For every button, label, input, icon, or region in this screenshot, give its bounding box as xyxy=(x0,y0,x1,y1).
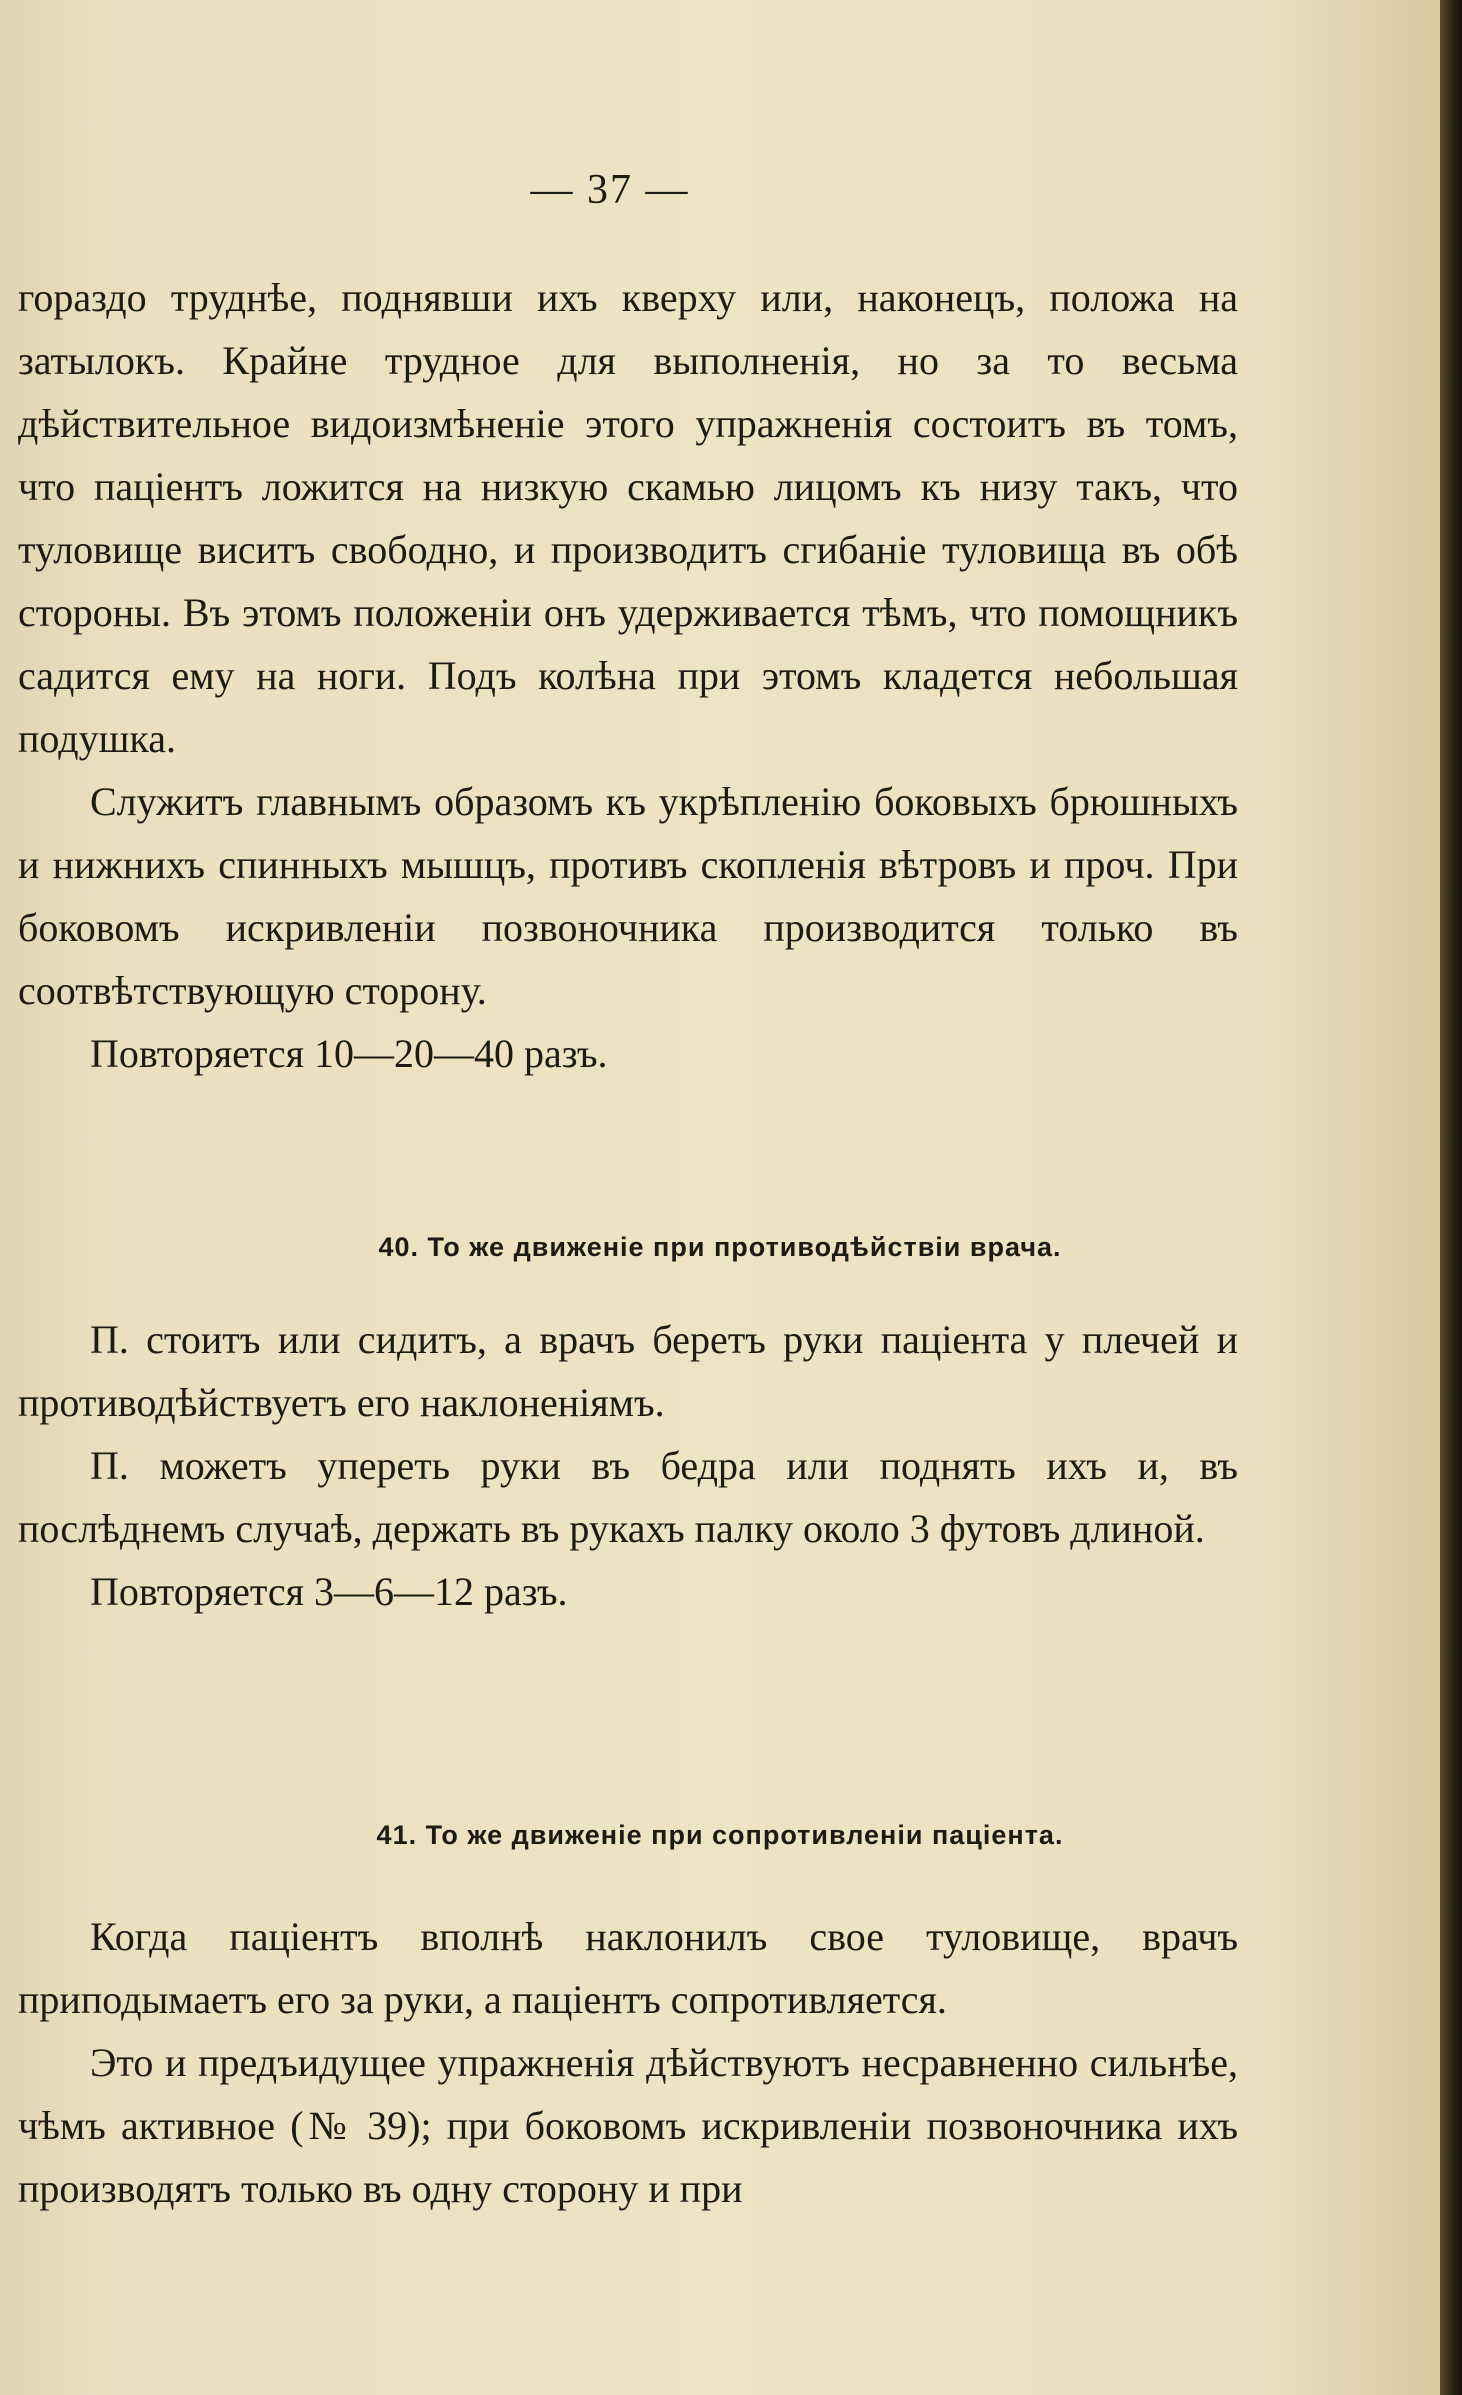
paragraph: П. стоитъ или сидитъ, а врачъ беретъ руки паціента у плечей и противодѣйствуетъ его наклоненіямъ. xyxy=(18,1317,1238,1425)
page-number: — 37 — xyxy=(530,167,690,213)
section-41-body xyxy=(18,1905,1238,2220)
paragraph: Это и предъидущее упражненія дѣйствуютъ несравненно сильнѣе, чѣмъ активное (№ 39); при боковомъ искривленіи позвоночника ихъ производятъ только въ одну сторону и при xyxy=(18,2040,1238,2211)
text-block-continued xyxy=(18,266,1238,1085)
paragraph: Повторяется 3—6—12 разъ. xyxy=(90,1569,568,1614)
paragraph: гораздо труднѣе, поднявши ихъ кверху или, наконецъ, положа на затылокъ. Крайне трудное для выполненія, но за то весьма дѣйствительное видоизмѣненіе этого упражненія состоитъ въ томъ, что паціентъ ложится на низкую скамью лицомъ къ низу такъ, что туловище виситъ свободно, и производитъ сгибаніе туловища въ обѣ стороны. Въ этомъ положеніи онъ удерживается тѣмъ, что помощникъ садится ему на ноги. Подъ колѣна при этомъ кладется небольшая подушка. xyxy=(18,275,1238,761)
paragraph: Служитъ главнымъ образомъ къ укрѣпленію боковыхъ брюшныхъ и нижнихъ спинныхъ мышцъ, противъ скопленія вѣтровъ и проч. При боковомъ искривленіи позвоночника производится только въ соотвѣтствующую сторону. xyxy=(18,779,1238,1013)
section-40-body xyxy=(18,1308,1238,1623)
section-heading-41: 41. То же движеніе при сопротивленіи паціента. xyxy=(376,1820,1064,1850)
paragraph: Когда паціентъ вполнѣ наклонилъ свое туловище, врачъ приподымаетъ его за руки, а паціентъ сопротивляется. xyxy=(18,1914,1238,2022)
page-edge xyxy=(1440,0,1462,2395)
section-heading-40: 40. То же движеніе при противодѣйствіи врача. xyxy=(378,1232,1062,1262)
paragraph: Повторяется 10—20—40 разъ. xyxy=(90,1031,608,1076)
paragraph: П. можетъ упереть руки въ бедра или поднять ихъ и, въ послѣднемъ случаѣ, держать въ рукахъ палку около 3 футовъ длиной. xyxy=(18,1443,1238,1551)
